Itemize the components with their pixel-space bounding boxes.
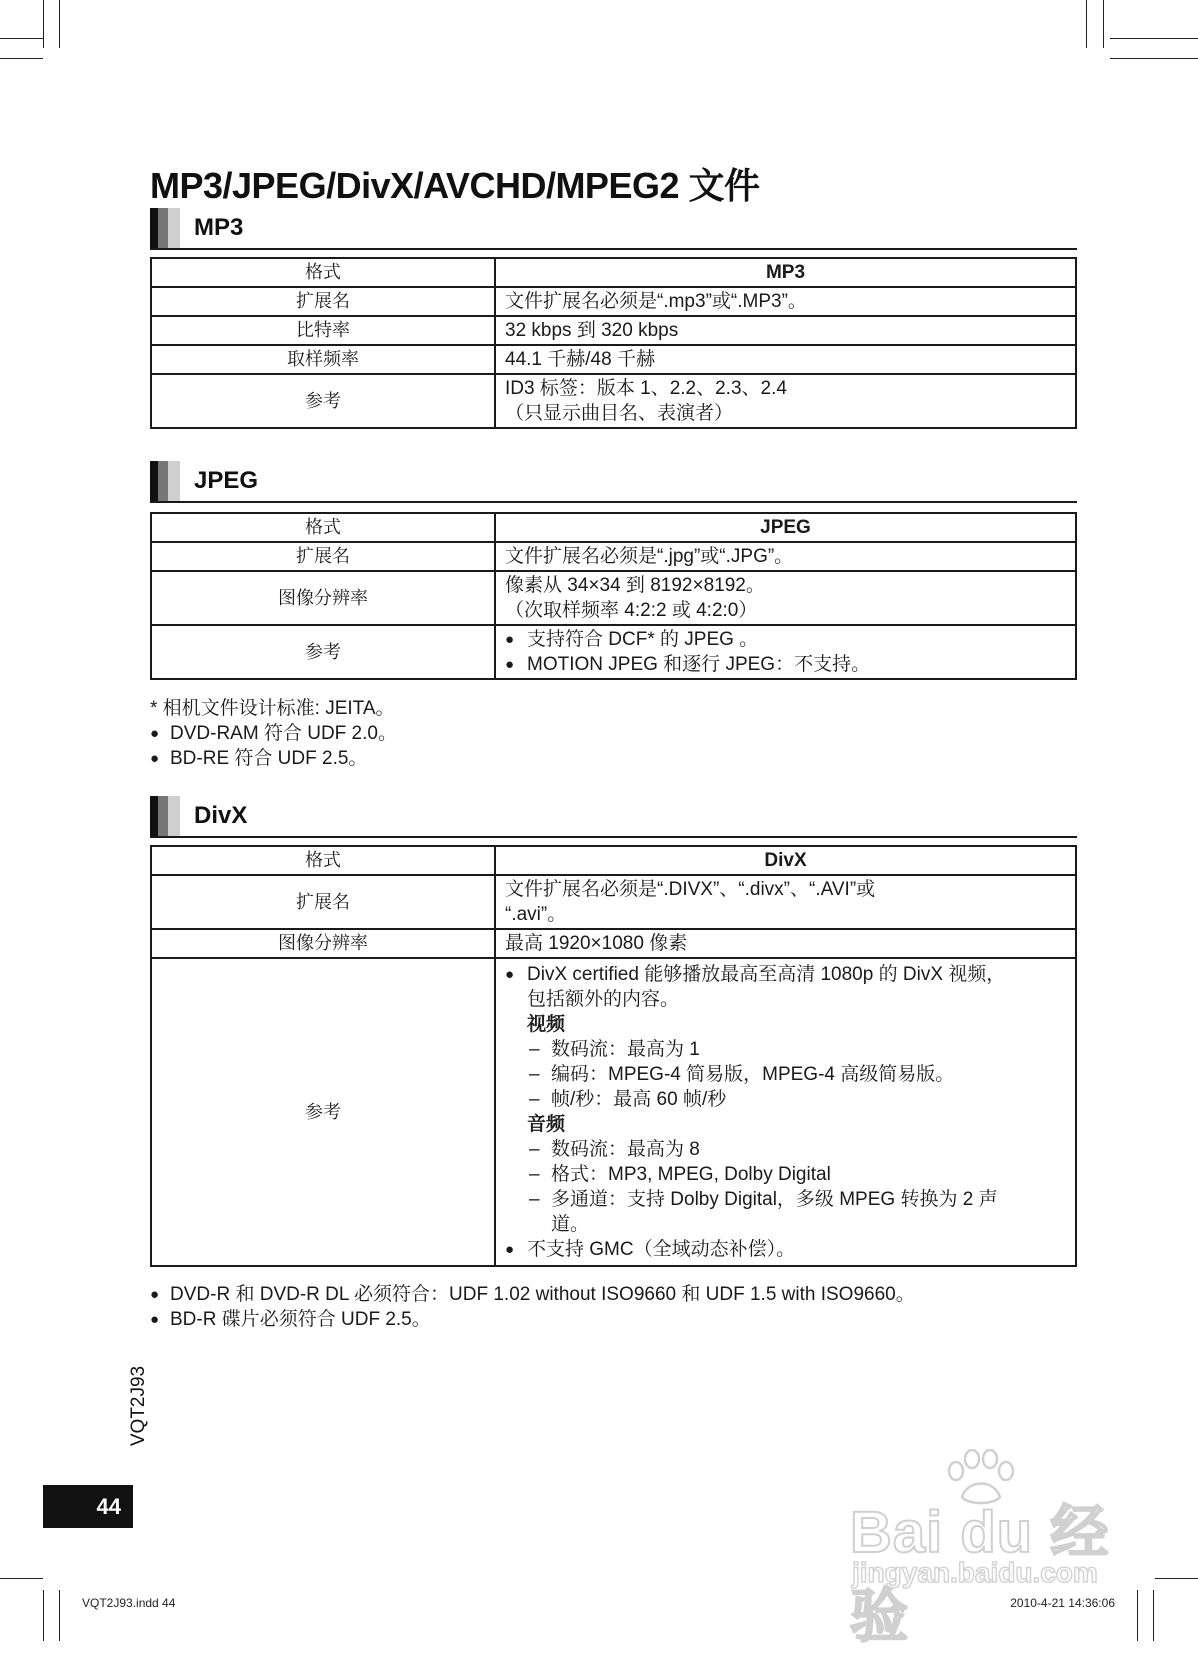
- footnote-bdre: ● BD-RE 符合 UDF 2.5。: [150, 746, 397, 771]
- footnote-dvdram: ● DVD-RAM 符合 UDF 2.0。: [150, 721, 397, 746]
- heading-bars-icon: [150, 461, 186, 501]
- divx-res-label: 图像分辨率: [151, 929, 495, 958]
- jpeg-format-label: 格式: [151, 513, 495, 542]
- mp3-notes-label: 参考: [151, 374, 495, 428]
- table-row: [151, 542, 1076, 571]
- divx-ext-line: “.avi”。: [505, 904, 567, 925]
- slug-file: VQT2J93.indd 44: [82, 1596, 176, 1610]
- jpeg-spec-table: [150, 512, 1077, 680]
- footnote-bdr: ● BD-R 碟片必须符合 UDF 2.5。: [150, 1307, 915, 1332]
- mp3-notes-line: ID3 标签：版本 1、2.2、2.3、2.4: [505, 378, 787, 399]
- divx-notes-label: 参考: [151, 958, 495, 1266]
- table-row: [151, 875, 1076, 929]
- mp3-format-label: 格式: [151, 258, 495, 287]
- jpeg-ext-value: 文件扩展名必须是“.jpg”或“.JPG”。: [495, 542, 1076, 571]
- jpeg-format-value: JPEG: [495, 513, 1076, 542]
- list-item: ● DivX certified 能够播放最高至高清 1080p 的 DivX 视频，: [505, 962, 1066, 987]
- mp3-ext-label: 扩展名: [151, 287, 495, 316]
- divx-ext-value: [495, 875, 1076, 929]
- divx-ext-label: 扩展名: [151, 875, 495, 929]
- jpeg-res-line: 像素从 34×34 到 8192×8192。: [505, 575, 765, 596]
- divx-footnotes: [150, 1282, 915, 1332]
- list-item: ● 支持符合 DCF* 的 JPEG 。: [505, 627, 1066, 652]
- list-item: ● 不支持 GMC（全域动态补偿）。: [505, 1237, 1066, 1262]
- list-item-continuation: 包括额外的内容。: [527, 989, 680, 1010]
- table-row: [151, 958, 1076, 1266]
- mp3-spec-table: [150, 257, 1077, 429]
- divx-format-value: DivX: [495, 846, 1076, 875]
- divx-format-label: 格式: [151, 846, 495, 875]
- list-item: – 格式：MP3, MPEG, Dolby Digital: [505, 1162, 1066, 1187]
- audio-heading: 音频: [527, 1114, 566, 1135]
- heading-bars-icon: [150, 796, 186, 836]
- list-item: – 多通道：支持 Dolby Digital，多级 MPEG 转换为 2 声: [505, 1187, 1066, 1212]
- list-item: – 编码：MPEG-4 简易版，MPEG-4 高级简易版。: [505, 1062, 1066, 1087]
- model-code: VQT2J93: [128, 1365, 150, 1447]
- page-number: 44: [43, 1485, 133, 1528]
- jpeg-notes-label: 参考: [151, 625, 495, 679]
- list-item: – 数码流：最高为 8: [505, 1137, 1066, 1162]
- mp3-bitrate-value: 32 kbps 到 320 kbps: [495, 316, 1076, 345]
- list-item: – 数码流：最高为 1: [505, 1037, 1066, 1062]
- mp3-sampling-value: 44.1 千赫/48 千赫: [495, 345, 1076, 374]
- jpeg-res-value: [495, 571, 1076, 625]
- table-row: [151, 513, 1076, 542]
- table-row: [151, 258, 1076, 287]
- list-item: ● MOTION JPEG 和逐行 JPEG：不支持。: [505, 652, 1066, 677]
- page-title: MP3/JPEG/DivX/AVCHD/MPEG2 文件: [150, 165, 760, 206]
- table-row: [151, 287, 1076, 316]
- mp3-format-value: MP3: [495, 258, 1076, 287]
- divx-notes-value: [495, 958, 1076, 1266]
- table-row: [151, 345, 1076, 374]
- footnote-star: * 相机文件设计标准: JEITA。: [150, 698, 395, 719]
- section-heading-mp3: [150, 208, 1077, 250]
- table-row: [151, 929, 1076, 958]
- list-item-continuation: 道。: [551, 1214, 590, 1235]
- table-row: [151, 316, 1076, 345]
- watermark-brand: Bai du 经验: [850, 1500, 1110, 1649]
- slug-timestamp: 2010-4-21 14:36:06: [1010, 1596, 1115, 1610]
- divx-res-value: 最高 1920×1080 像素: [495, 929, 1076, 958]
- footnote-dvdr: ● DVD-R 和 DVD-R DL 必须符合：UDF 1.02 without ISO9660 和 UDF 1.5 with ISO9660。: [150, 1282, 915, 1307]
- mp3-notes-line: （只显示曲目名、表演者）: [505, 403, 734, 424]
- jpeg-res-line: （次取样频率 4:2:2 或 4:2:0）: [505, 600, 758, 621]
- list-item: – 帧/秒：最高 60 帧/秒: [505, 1087, 1066, 1112]
- section-heading-divx: [150, 796, 1077, 838]
- jpeg-ext-label: 扩展名: [151, 542, 495, 571]
- divx-spec-table: [150, 845, 1077, 1267]
- mp3-bitrate-label: 比特率: [151, 316, 495, 345]
- table-row: [151, 846, 1076, 875]
- mp3-notes-value: [495, 374, 1076, 428]
- watermark-url: jingyan.baidu.com: [852, 1557, 1098, 1588]
- mp3-ext-value: 文件扩展名必须是“.mp3”或“.MP3”。: [495, 287, 1076, 316]
- video-heading: 视频: [527, 1014, 566, 1035]
- section-title-mp3: MP3: [194, 214, 244, 241]
- table-row: [151, 374, 1076, 428]
- section-heading-jpeg: [150, 461, 1077, 503]
- section-title-divx: DivX: [194, 802, 248, 829]
- jpeg-res-label: 图像分辨率: [151, 571, 495, 625]
- section-title-jpeg: JPEG: [194, 467, 259, 494]
- jpeg-footnotes: [150, 696, 397, 771]
- jpeg-notes-value: [495, 625, 1076, 679]
- divx-ext-line: 文件扩展名必须是“.DIVX”、“.divx”、“.AVI”或: [505, 879, 876, 900]
- baidu-watermark: [850, 1455, 1130, 1649]
- heading-bars-icon: [150, 208, 186, 248]
- table-row: [151, 625, 1076, 679]
- mp3-sampling-label: 取样频率: [151, 345, 495, 374]
- table-row: [151, 571, 1076, 625]
